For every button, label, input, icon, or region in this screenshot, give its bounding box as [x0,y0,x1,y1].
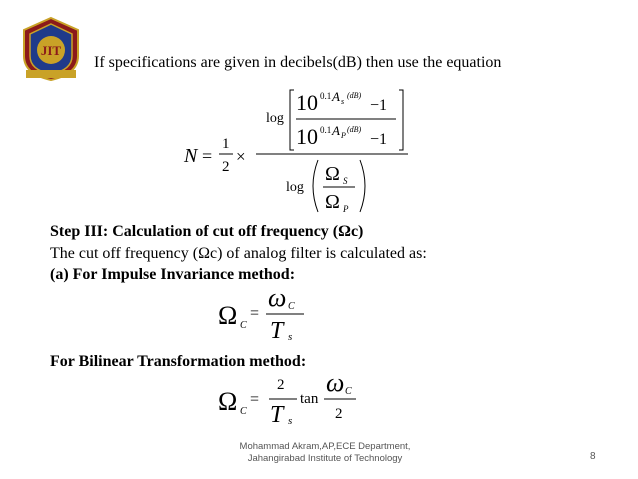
description-text: The cut off frequency (Ωc) of analog filter is calculated as: [50,245,427,262]
footer-line-1: Mohammad Akram,AP,ECE Department, [239,441,411,452]
order-equation [180,82,420,220]
times-sign: × [236,147,246,166]
institute-logo [18,16,84,82]
minus-one-num: −1 [370,97,388,114]
impulse-heading: (a) For Impulse Invariance method: [50,266,296,283]
omega-c: Ω [218,387,238,416]
tan-func: tan [300,391,319,407]
t-sub: s [288,415,293,427]
omega-sub-p: P [343,204,349,214]
half-den: 2 [222,159,230,175]
page-number: 8 [590,451,596,462]
omega-sub-s: S [343,176,348,186]
exp-coeff-num: 0.1 [320,91,332,101]
exp-coeff-den: 0.1 [320,125,332,135]
small-omega: ω [326,372,345,397]
bilinear-heading: For Bilinear Transformation method: [50,353,307,370]
half-num: 1 [222,136,230,152]
logo-text: JIT [40,43,62,58]
two-num: 2 [277,377,285,393]
minus-one-den: −1 [370,131,388,148]
exp-var-den: A [332,123,340,138]
step-title: Step III: Calculation of cut off frequency (Ωc) [50,223,364,240]
omega-c-sub: C [240,320,247,331]
two-den: 2 [335,406,343,422]
equals-sign: = [202,146,213,166]
exp-db-den: (dB) [347,125,362,134]
footer-line-2: Jahangirabad Institute of Technology [247,453,403,464]
bilinear-equation [214,372,364,434]
log-bottom: log [286,180,304,195]
exp-db-num: (dB) [347,91,362,100]
impulse-equation [214,284,324,344]
equals-sign: = [250,391,260,408]
omega-c-sub: C [240,406,247,417]
omega-s: Ω [325,163,340,185]
ten-denominator: 10 [296,124,318,149]
t-symbol: T [270,402,284,428]
n-symbol: N [184,145,198,167]
small-omega-sub: C [288,301,295,312]
omega-p: Ω [325,191,340,213]
exp-sub-p: P [341,131,346,140]
t-sub: s [288,331,293,343]
small-omega-sub: C [345,386,352,397]
intro-text: If specifications are given in decibels(dB) then use the equation [94,54,502,71]
exp-sub-s: s [341,97,345,106]
footer-credit [225,441,425,465]
log-top: log [266,111,284,126]
omega-c: Ω [218,301,238,330]
exp-var-num: A [332,89,340,104]
small-omega: ω [268,284,287,312]
ten-numerator: 10 [296,90,318,115]
t-symbol: T [270,318,284,344]
equals-sign: = [250,305,260,322]
